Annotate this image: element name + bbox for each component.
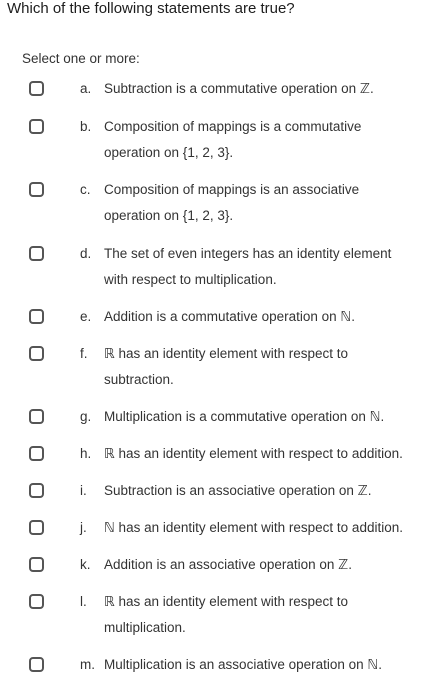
option-text: Subtraction is an associative operation on ℤ. (104, 483, 372, 498)
checkbox-option-h[interactable] (29, 446, 44, 461)
option-text-line-1: Composition of mappings is an associative (104, 182, 360, 197)
checkbox-option-l[interactable] (29, 594, 44, 609)
option-text-line-2: subtraction. (104, 372, 174, 387)
option-text-line-1: ℝ has an identity element with respect to (104, 594, 349, 609)
option-letter: d. (80, 246, 92, 261)
option-text: ℝ has an identity element with respect to addition. (104, 446, 403, 461)
option-text-line-2: operation on {1, 2, 3}. (104, 208, 234, 223)
checkbox-option-b[interactable] (29, 119, 44, 134)
option-letter: i. (80, 483, 87, 498)
option-letter: j. (80, 520, 87, 535)
option-text: Multiplication is a commutative operation on ℕ. (104, 409, 385, 424)
option-letter: m. (80, 657, 95, 672)
option-letter: f. (80, 346, 88, 361)
option-text: ℕ has an identity element with respect to addition. (104, 520, 403, 535)
option-text-line-1: Composition of mappings is a commutative (104, 119, 362, 134)
option-letter: g. (80, 409, 92, 424)
option-letter: a. (80, 81, 92, 96)
checkbox-option-k[interactable] (29, 557, 44, 572)
checkbox-option-g[interactable] (29, 409, 44, 424)
checkbox-option-j[interactable] (29, 520, 44, 535)
select-prompt: Select one or more: (22, 51, 140, 66)
option-text-line-2: with respect to multiplication. (104, 272, 277, 287)
option-text: Addition is a commutative operation on ℕ. (104, 309, 355, 324)
checkbox-option-m[interactable] (29, 657, 44, 672)
checkbox-option-i[interactable] (29, 483, 44, 498)
checkbox-option-c[interactable] (29, 182, 44, 197)
option-letter: h. (80, 446, 92, 461)
checkbox-option-a[interactable] (29, 81, 44, 96)
checkbox-option-d[interactable] (29, 246, 44, 261)
option-text: Addition is an associative operation on ℤ. (104, 557, 352, 572)
option-text-line-2: multiplication. (104, 620, 186, 635)
option-text-line-2: operation on {1, 2, 3}. (104, 145, 234, 160)
option-letter: e. (80, 309, 92, 324)
checkbox-option-f[interactable] (29, 346, 44, 361)
option-text-line-1: ℝ has an identity element with respect to (104, 346, 349, 361)
option-text: Multiplication is an associative operation on ℕ. (104, 657, 382, 672)
checkbox-option-e[interactable] (29, 309, 44, 324)
option-text-line-1: The set of even integers has an identity element (104, 246, 392, 261)
option-letter: c. (80, 182, 91, 197)
option-letter: k. (80, 557, 91, 572)
question-text: Which of the following statements are true? (7, 0, 295, 17)
option-letter: l. (80, 594, 87, 609)
option-text: Subtraction is a commutative operation on ℤ. (104, 81, 374, 96)
option-letter: b. (80, 119, 92, 134)
